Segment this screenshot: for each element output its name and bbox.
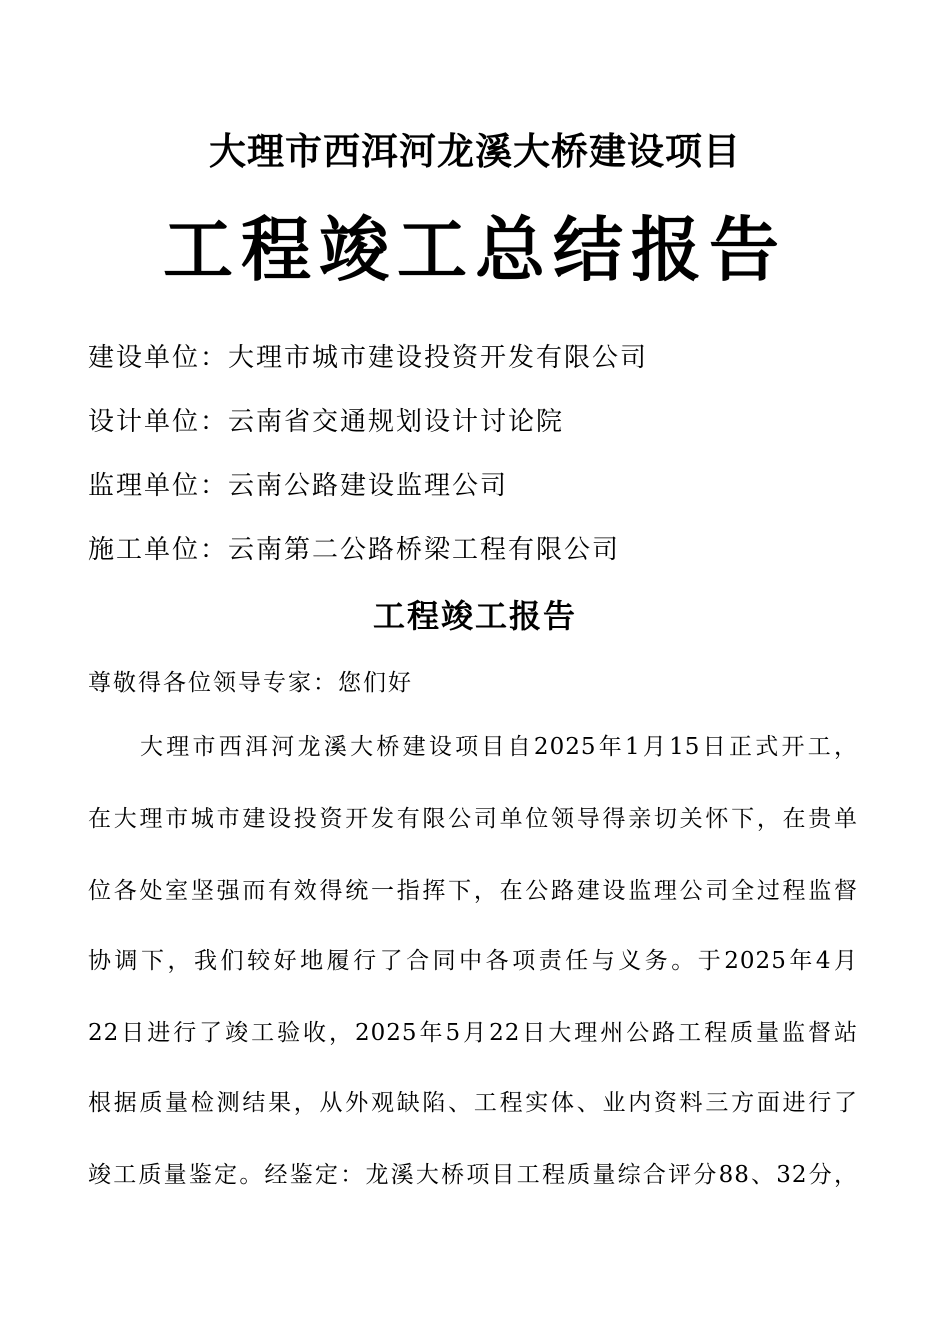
unit-row-supervision: [88, 468, 508, 504]
salutation: 尊敬得各位领导专家：您们好: [88, 670, 413, 696]
project-title: 大理市西洱河龙溪大桥建设项目: [209, 129, 741, 173]
unit-value: 云南公路建设监理公司: [228, 471, 509, 501]
body-line: 竣工质量鉴定。经鉴定：龙溪大桥项目工程质量综合评分88、32分，: [88, 1162, 858, 1188]
unit-value: 大理市城市建设投资开发有限公司: [228, 343, 649, 373]
unit-row-construction: [88, 340, 648, 376]
unit-label: 施工单位：: [88, 535, 229, 565]
report-title: 工程竣工总结报告: [163, 208, 787, 291]
body-line: 位各处室坚强而有效得统一指挥下，在公路建设监理公司全过程监督: [88, 878, 858, 904]
unit-label: 建设单位：: [88, 343, 229, 373]
unit-value: 云南省交通规划设计讨论院: [228, 407, 565, 437]
body-line: 大理市西洱河龙溪大桥建设项目自2025年1月15日正式开工，: [140, 734, 858, 760]
unit-label: 监理单位：: [88, 471, 229, 501]
body-line: 协调下，我们较好地履行了合同中各项责任与义务。于2025年4月: [88, 948, 858, 974]
body-line: 22日进行了竣工验收，2025年5月22日大理州公路工程质量监督站: [88, 1020, 858, 1046]
unit-row-design: [88, 404, 564, 440]
body-line: 根据质量检测结果，从外观缺陷、工程实体、业内资料三方面进行了: [88, 1090, 858, 1116]
unit-value: 云南第二公路桥梁工程有限公司: [228, 535, 621, 565]
unit-label: 设计单位：: [88, 407, 229, 437]
section-title: 工程竣工报告: [372, 597, 577, 635]
body-line: 在大理市城市建设投资开发有限公司单位领导得亲切关怀下，在贵单: [88, 806, 858, 832]
unit-row-contractor: [88, 532, 620, 568]
